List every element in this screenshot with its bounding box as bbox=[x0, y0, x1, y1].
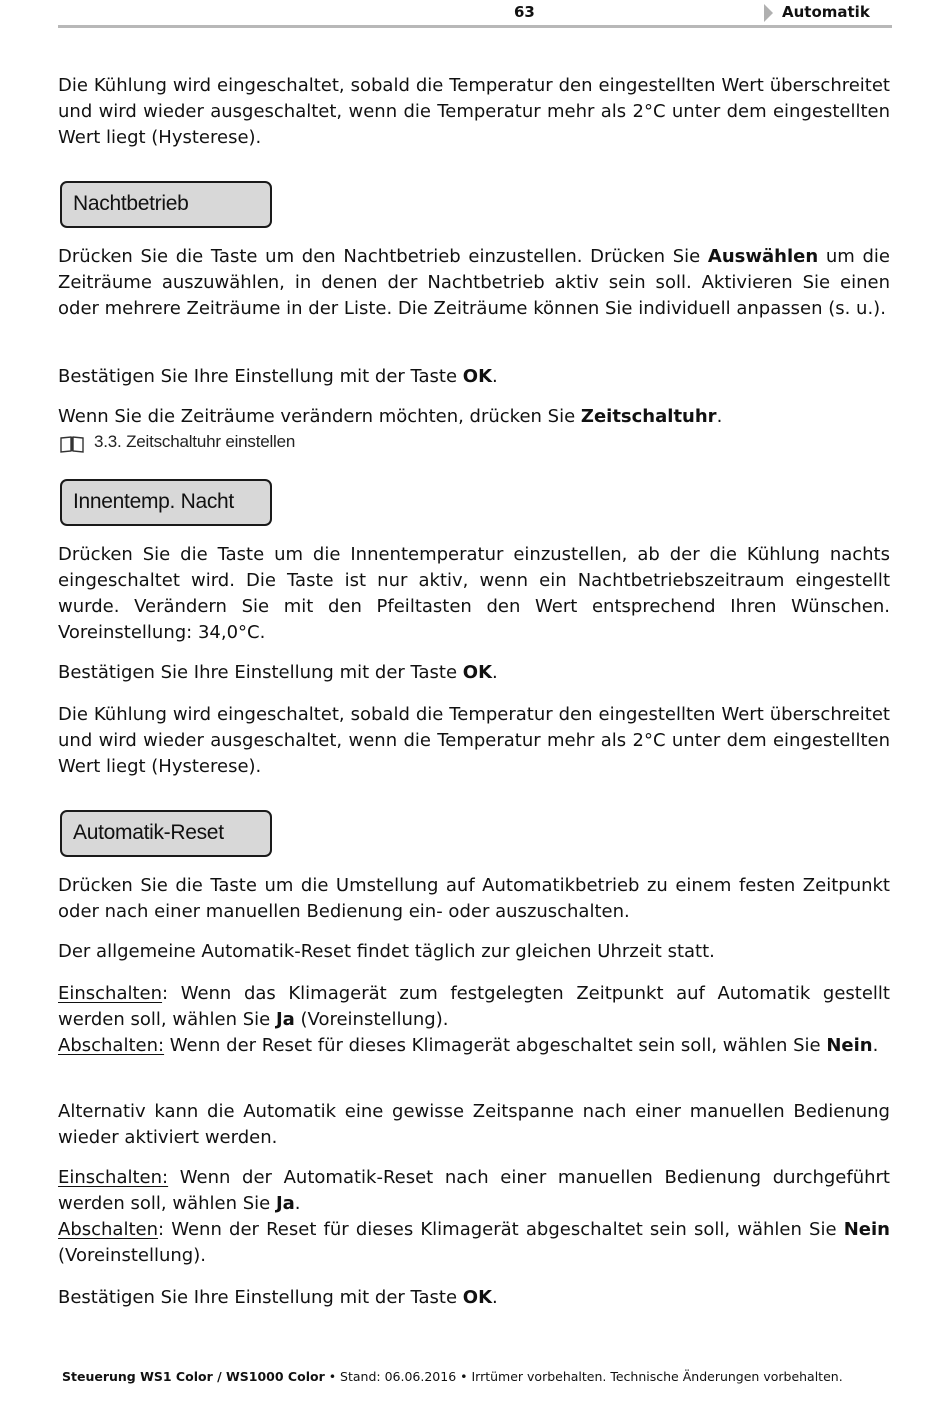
reset-on-manual: Einschalten: Wenn der Automatik-Reset nach einer manuellen Bedienung durchgeführt werden soll, wählen Sie Ja. Abschalten: Wenn der Reset für dieses Klimagerät abgeschaltet sein soll, wählen Sie Nein (Voreinstellung). bbox=[58, 1167, 890, 1266]
footer-product: Steuerung WS1 Color / WS1000 Color bbox=[62, 1369, 325, 1384]
page-footer bbox=[62, 1369, 892, 1384]
reset-alternative: Alternativ kann die Automatik eine gewisse Zeitspanne nach einer manuellen Bedienung wieder aktiviert werden. bbox=[58, 1101, 890, 1148]
triangle-right-icon bbox=[764, 4, 773, 22]
innentemp-nacht-button[interactable]: Innentemp. Nacht bbox=[60, 479, 272, 526]
reset-daily: Der allgemeine Automatik-Reset findet täglich zur gleichen Uhrzeit statt. bbox=[58, 941, 715, 962]
innentemp-description: Drücken Sie die Taste um die Innentemperatur einzustellen, ab der die Kühlung nachts eingeschaltet wird. Die Taste ist nur aktiv, wenn ein Nachtbetriebszeitraum eingestellt wurde. Verändern Sie mit den Pfeiltasten den Wert entsprechend Ihren Wünschen. Voreinstellung: 34,0°C. bbox=[58, 544, 890, 643]
footer-notice: • Stand: 06.06.2016 • Irrtümer vorbehalten. Technische Änderungen vorbehalten. bbox=[324, 1369, 843, 1384]
innentemp-hysterese: Die Kühlung wird eingeschaltet, sobald die Temperatur den eingestellten Wert überschreitet und wird wieder ausgeschaltet, wenn die Temperatur mehr als 2°C unter dem eingestellten Wert liegt (Hysterese). bbox=[58, 704, 890, 777]
automatik-reset-button[interactable]: Automatik-Reset bbox=[60, 810, 272, 857]
book-icon bbox=[60, 435, 84, 453]
page-header bbox=[58, 0, 892, 26]
header-rule bbox=[58, 25, 892, 28]
reset-description: Drücken Sie die Taste um die Umstellung auf Automatikbetrieb zu einem festen Zeitpunkt oder nach einer manuellen Bedienung ein- oder auszuschalten. bbox=[58, 875, 890, 922]
chapter-title: Automatik bbox=[782, 3, 870, 21]
reset-on-fixed: Einschalten: Wenn das Klimagerät zum festgelegten Zeitpunkt auf Automatik gestellt werden soll, wählen Sie Ja (Voreinstellung). Abschalten: Wenn der Reset für dieses Klimagerät abgeschaltet sein soll, wählen Sie Nein. bbox=[58, 983, 890, 1056]
page-number: 63 bbox=[514, 3, 535, 21]
nachtbetrieb-button[interactable]: Nachtbetrieb bbox=[60, 181, 272, 228]
reset-confirm: Bestätigen Sie Ihre Einstellung mit der Taste OK. bbox=[58, 1287, 498, 1308]
cross-reference-text: 3.3. Zeitschaltuhr einstellen bbox=[94, 432, 296, 451]
nachtbetrieb-confirm: Bestätigen Sie Ihre Einstellung mit der Taste OK. bbox=[58, 366, 498, 387]
nachtbetrieb-change-hint: Wenn Sie die Zeiträume verändern möchten, drücken Sie Zeitschaltuhr. bbox=[58, 406, 723, 427]
nachtbetrieb-description: Drücken Sie die Taste um den Nachtbetrieb einzustellen. Drücken Sie Auswählen um die Zeiträume auszuwählen, in denen der Nachtbetrieb aktiv sein soll. Aktivieren Sie einen oder mehrere Zeiträume in der Liste. Die Zeiträume können Sie individuell anpassen (s. u.). bbox=[58, 246, 890, 319]
intro-paragraph: Die Kühlung wird eingeschaltet, sobald die Temperatur den eingestellten Wert überschreitet und wird wieder ausgeschaltet, wenn die Temperatur mehr als 2°C unter dem eingestellten Wert liegt (Hysterese). bbox=[58, 75, 890, 148]
innentemp-confirm: Bestätigen Sie Ihre Einstellung mit der Taste OK. bbox=[58, 662, 498, 683]
